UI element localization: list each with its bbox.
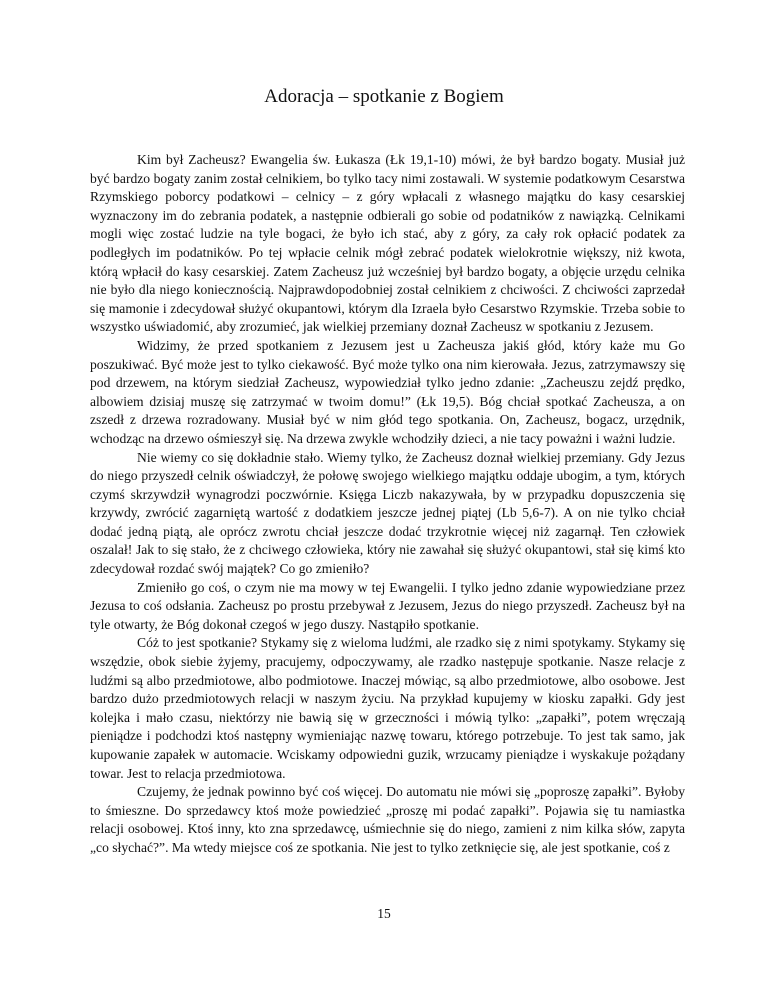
- paragraph: Cóż to jest spotkanie? Stykamy się z wieloma ludźmi, ale rzadko się z nimi spotykamy. Stykamy się wszędzie, obok siebie żyjemy, pracujemy, odpoczywamy, ale rzadko następuje spotkanie. Nasze relacje z ludźmi są albo przedmiotowe, albo podmiotowe. Inaczej mówiąc, są albo przedmiotowe, albo osobowe. Jest bardzo dużo przedmiotowych relacji w naszym życiu. Na przykład kupujemy w kiosku zapałki. Gdy jest kolejka i mało czasu, niektórzy nie bawią się w grzeczności i mówią tylko: „zapałki”, potem wręczają pieniądze i podchodzi ktoś następny wymieniając nazwę towaru, którego potrzebuje. To jest tak samo, jak kupowanie zapałek w automacie. Wciskamy odpowiedni guzik, wrzucamy pieniądze i wyskakuje pożądany towar. Jest to relacja przedmiotowa.: [90, 635, 685, 781]
- page-number: 15: [377, 906, 391, 921]
- paragraph: Zmieniło go coś, o czym nie ma mowy w tej Ewangelii. I tylko jedno zdanie wypowiedziane przez Jezusa to coś odsłania. Zacheusz po prostu przebywał z Jezusem, Jezus do niego przyszedł. Zacheusz był na tyle otwarty, że Bóg dokonał czegoś w jego duszy. Nastąpiło spotkanie.: [90, 579, 685, 632]
- page-title: Adoracja – spotkanie z Bogiem: [264, 86, 504, 107]
- paragraph: Czujemy, że jednak powinno być coś więcej. Do automatu nie mówi się „poproszę zapałki”. Byłoby to śmieszne. Do sprzedawcy ktoś może powiedzieć „proszę mi podać zapałki”. Pojawia się tu namiastka relacji osobowej. Ktoś inny, kto zna sprzedawcę, uśmiechnie się do niego, zamieni z nim kilka słów, zapyta „co słychać?”. Ma wtedy miejsce coś ze spotkania. Nie jest to tylko zetknięcie się, ale jest spotkanie, coś z: [90, 784, 685, 855]
- paragraph: Kim był Zacheusz? Ewangelia św. Łukasza (Łk 19,1-10) mówi, że był bardzo bogaty. Musiał już być bardzo bogaty zanim został celnikiem, bo tylko tacy nimi zostawali. W systemie podatkowym Cesarstwa Rzymskiego poborcy podatkowi – celnicy – z góry wpłacali z własnego majątku do kasy cesarskiej wyznaczony im do zebrania podatek, a następnie odbierali go sobie od podatników z nawiązką. Celnikami mogli więc zostać ludzie na tyle bogaci, że było ich stać, aby z góry, za cały rok opłacić podatek za podległych im podatników. Po tej wpłacie celnik mógł zebrać podatek wielokrotnie większy, niż kwota, którą wpłacił do kasy cesarskiej. Zatem Zacheusz już wcześniej był bardzo bogaty, a objęcie urzędu celnika nie było dla niego koniecznością. Najprawdopodobniej został celnikiem z chciwości. Z chciwości zaprzedał się mamonie i zdecydował służyć okupantowi, którym dla Izraela było Cesarstwo Rzymskie. Trzeba sobie to wszystko uświadomić, aby zrozumieć, jak wielkiej przemiany doznał Zacheusz w spotkaniu z Jezusem.: [90, 152, 685, 335]
- paragraph: Widzimy, że przed spotkaniem z Jezusem jest u Zacheusza jakiś głód, który każe mu Go poszukiwać. Być może jest to tylko ciekawość. Być może tylko ona nim kierowała. Jezus, zatrzymawszy się pod drzewem, na którym siedział Zacheusz, wypowiedział tylko jedno zdanie: „Zacheuszu zejdź prędko, albowiem dzisiaj muszę się zatrzymać w twoim domu!” (Łk 19,5). Bóg chciał spotkać Zacheusza, a on zszedł z drzewa rozradowany. Musiał być w nim głód tego spotkania. On, Zacheusz, bogacz, urzędnik, wchodząc na drzewo ośmieszył się. Na drzewa zwykle wchodziły dzieci, a nie tacy poważni i ważni ludzie.: [90, 337, 685, 446]
- body-text: [90, 151, 685, 858]
- paragraph: Nie wiemy co się dokładnie stało. Wiemy tylko, że Zacheusz doznał wielkiej przemiany. Gdy Jezus do niego przyszedł celnik oświadczył, że połowę swojego wielkiego majątku oddaje ubogim, a tym, których czymś skrzywdził wynagrodzi poczwórnie. Księga Liczb nakazywała, by w przypadku dopuszczenia się krzywdy, zwrócić zagarniętą wartość z dodatkiem jeszcze jednej piątej (Lb 5,6-7). A on nie tylko chciał dodać jedną piątą, ale oprócz zwrotu chciał jeszcze dodać trzykrotnie więcej niż zagarnął. Ten człowiek oszalał! Jak to się stało, że z chciwego człowieka, który nie zawahał się służyć okupantowi, stał się kimś kto zdecydował rozdać swój majątek? Co go zmieniło?: [90, 449, 685, 577]
